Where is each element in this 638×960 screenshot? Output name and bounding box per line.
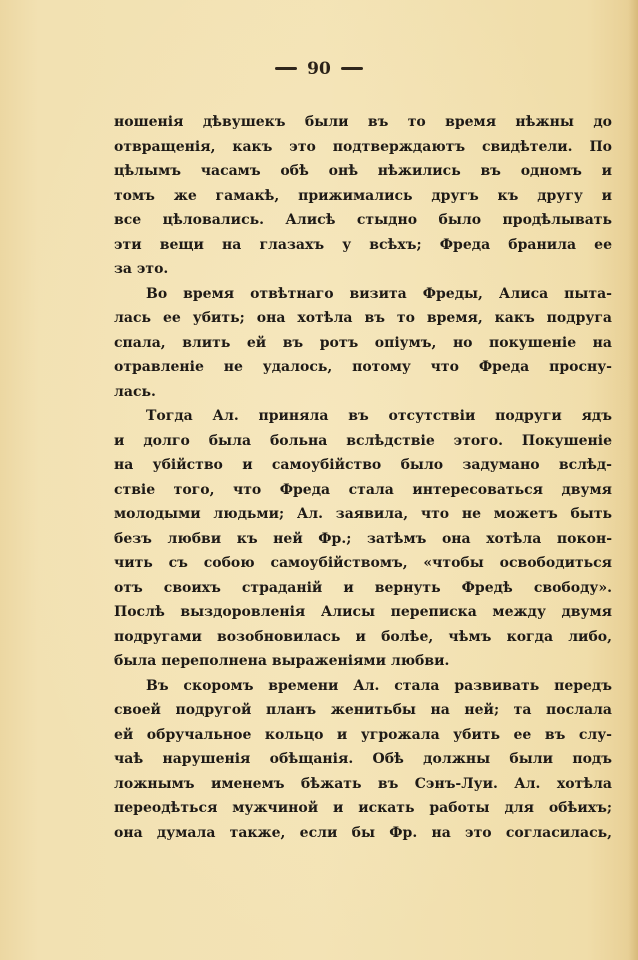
- text-line: отъ своихъ страданій и вернуть Фредѣ свободу».: [114, 579, 612, 596]
- text-line: ложнымъ именемъ бѣжать въ Сэнъ-Луи. Ал. хотѣла: [114, 775, 612, 792]
- text-line: лась.: [114, 383, 156, 400]
- text-line: безъ любви къ ней Фр.; затѣмъ она хотѣла покон-: [114, 530, 612, 547]
- text-line: Въ скоромъ времени Ал. стала развивать передъ: [146, 677, 612, 694]
- text-line: Послѣ выздоровленія Алисы переписка между двумя: [114, 604, 612, 620]
- body-text: [114, 110, 612, 845]
- text-line: все цѣловались. Алисѣ стыдно было продѣлывать: [114, 212, 612, 228]
- text-line: она думала также, если бы Фр. на это согласилась,: [114, 824, 612, 841]
- text-line: подругами возобновилась и болѣе, чѣмъ когда либо,: [114, 628, 612, 645]
- text-line: Во время отвѣтнаго визита Фреды, Алиса пыта-: [146, 285, 612, 302]
- page-number: 90: [307, 58, 331, 79]
- text-line: переодѣться мужчиной и искать работы для обѣихъ;: [114, 800, 612, 816]
- text-line: была переполнена выраженіями любви.: [114, 653, 450, 669]
- text-line: за это.: [114, 261, 169, 277]
- text-line: своей подругой планъ женитьбы на ней; та послала: [114, 702, 612, 718]
- text-line: отравленіе не удалось, потому что Фреда просну-: [114, 359, 612, 375]
- text-line: лась ее убить; она хотѣла въ то время, какъ подруга: [114, 310, 612, 326]
- page-header: [0, 58, 638, 82]
- text-line: чить съ собою самоубійствомъ, «чтобы освободиться: [114, 555, 612, 571]
- text-line: чаѣ нарушенія обѣщанія. Обѣ должны были подъ: [114, 751, 612, 767]
- text-line: и долго была больна вслѣдствіе этого. Покушеніе: [114, 432, 612, 449]
- text-line: цѣлымъ часамъ обѣ онѣ нѣжились въ одномъ и: [114, 163, 612, 179]
- header-dash-left: [275, 67, 297, 70]
- text-line: молодыми людьми; Ал. заявила, что не можетъ быть: [114, 506, 612, 522]
- text-line: ношенія дѣвушекъ были въ то время нѣжны до: [114, 114, 612, 130]
- text-line: томъ же гамакѣ, прижимались другъ къ другу и: [114, 187, 612, 204]
- text-line: на убійство и самоубійство было задумано вслѣд-: [114, 457, 612, 473]
- text-line: эти вещи на глазахъ у всѣхъ; Фреда бранила ее: [114, 236, 612, 253]
- text-line: ей обручальное кольцо и угрожала убить ее въ слу-: [114, 726, 612, 743]
- text-line: отвращенія, какъ это подтверждаютъ свидѣтели. По: [114, 138, 612, 155]
- text-line: Тогда Ал. приняла въ отсутствіи подруги ядъ: [146, 408, 612, 424]
- header-dash-right: [341, 67, 363, 70]
- text-line: ствіе того, что Фреда стала интересоваться двумя: [114, 481, 612, 498]
- text-line: спала, влить ей въ ротъ опіумъ, но покушеніе на: [114, 334, 612, 351]
